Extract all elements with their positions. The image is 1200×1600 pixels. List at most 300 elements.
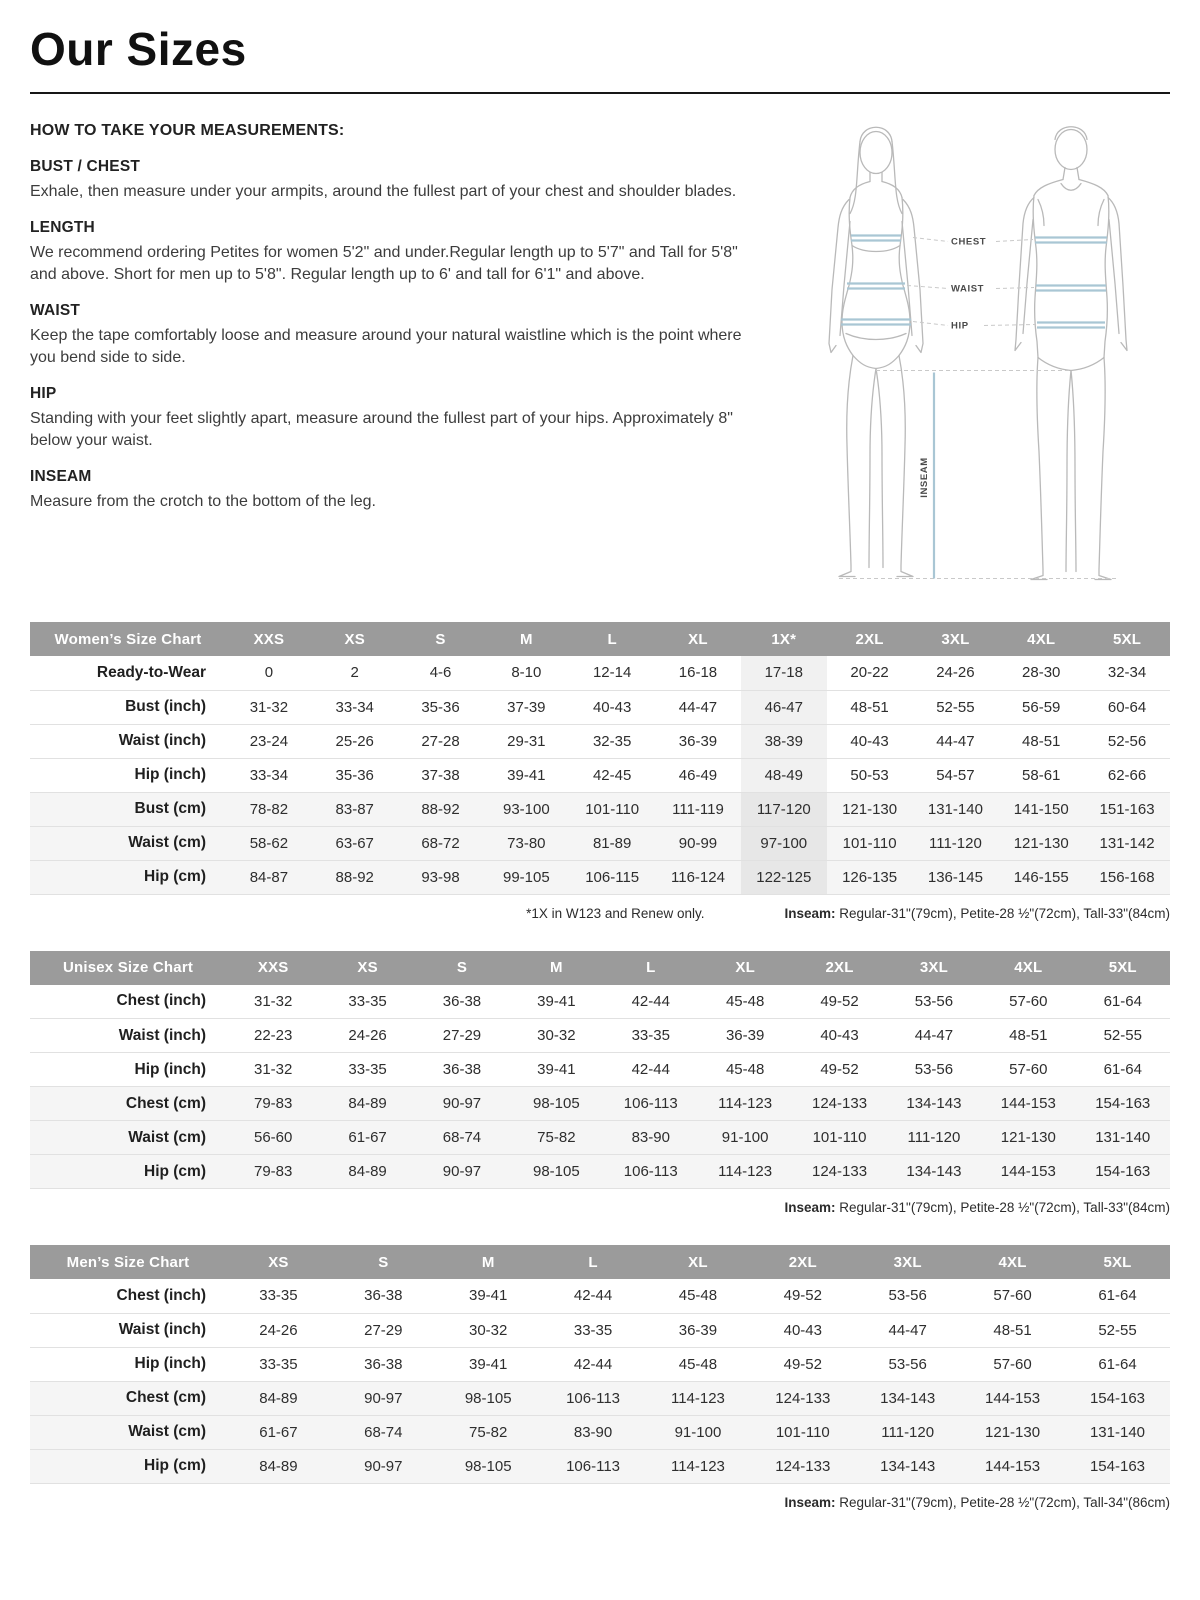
- size-cell: 68-74: [364, 1423, 403, 1441]
- size-column-header: XS: [226, 1245, 331, 1279]
- size-column-header: XS: [312, 622, 398, 656]
- woman-figure-illustration: [829, 127, 923, 576]
- size-cell: 122-125: [741, 860, 827, 894]
- size-cell: 42-44: [631, 1061, 670, 1078]
- size-cell: 33-34: [335, 698, 374, 716]
- size-cell: 106-113: [623, 1095, 678, 1112]
- size-cell: 53-56: [914, 992, 954, 1010]
- size-cell: 39-41: [469, 1355, 508, 1373]
- size-column-header: XL: [646, 1245, 751, 1279]
- size-cell: 45-48: [678, 1287, 718, 1305]
- mens-size-chart-title: Men’s Size Chart: [30, 1245, 226, 1279]
- size-cell: 2: [350, 664, 359, 682]
- size-cell: 98-105: [533, 1163, 580, 1180]
- size-cell: 52-55: [936, 698, 975, 716]
- row-label: Waist (inch): [118, 732, 206, 749]
- size-cell: 111-120: [881, 1423, 935, 1441]
- size-cell: 48-51: [993, 1321, 1032, 1339]
- row-label: Waist (inch): [118, 1321, 206, 1338]
- size-cell: 40-43: [820, 1027, 859, 1044]
- size-cell: 36-39: [678, 732, 718, 750]
- size-cell: 27-29: [442, 1027, 482, 1044]
- size-cell: 134-143: [880, 1389, 936, 1407]
- size-cell: 131-140: [1089, 1423, 1146, 1441]
- size-cell: 91-100: [674, 1423, 722, 1441]
- size-cell: 42-44: [573, 1287, 613, 1305]
- row-label: Waist (cm): [128, 1423, 206, 1440]
- table-row: [30, 1347, 1170, 1381]
- size-cell: 93-100: [502, 800, 550, 818]
- size-cell: 81-89: [592, 834, 632, 852]
- size-cell: 29-31: [507, 732, 546, 750]
- size-column-header: 4XL: [981, 951, 1075, 985]
- size-column-header: L: [569, 622, 655, 656]
- womens-size-chart-block: [30, 622, 1170, 921]
- size-cell: 151-163: [1099, 800, 1155, 818]
- size-cell: 49-52: [783, 1287, 822, 1305]
- size-column-header: S: [331, 1245, 436, 1279]
- row-label: Waist (inch): [118, 1026, 206, 1044]
- size-cell: 39-41: [469, 1287, 508, 1305]
- size-cell: 124-133: [812, 1095, 868, 1112]
- size-column-header: 2XL: [827, 622, 913, 656]
- womens-size-chart: [30, 622, 1170, 895]
- table-row: [30, 985, 1170, 1019]
- row-label: Hip (inch): [134, 766, 206, 783]
- size-cell: 154-163: [1095, 1095, 1151, 1112]
- size-cell: 136-145: [927, 868, 983, 886]
- measurement-diagram: [784, 118, 1174, 596]
- size-cell: 42-45: [592, 766, 632, 784]
- size-cell: 111-119: [672, 800, 724, 818]
- size-cell: 24-26: [259, 1321, 298, 1339]
- table-row: [30, 1087, 1170, 1121]
- size-cell: 33-35: [348, 992, 387, 1010]
- row-label: Chest (inch): [116, 1286, 206, 1304]
- table-row: [30, 1313, 1170, 1347]
- size-cell: 90-99: [678, 834, 718, 852]
- size-column-header: XXS: [226, 622, 312, 656]
- size-column-header: 4XL: [960, 1245, 1065, 1279]
- size-cell: 53-56: [914, 1061, 954, 1078]
- size-cell: 98-105: [464, 1389, 512, 1407]
- table-row: [30, 792, 1170, 826]
- hip-diagram-label: HIP: [951, 320, 969, 332]
- size-cell: 52-56: [1107, 732, 1147, 750]
- size-cell: 154-163: [1089, 1457, 1146, 1475]
- instruction-section-hip: [30, 385, 765, 451]
- size-cell: 52-55: [1098, 1321, 1137, 1339]
- size-cell: 45-48: [678, 1355, 718, 1373]
- measurement-instructions: [30, 122, 765, 592]
- size-cell: 56-59: [1022, 698, 1061, 716]
- size-cell: 49-52: [820, 1061, 859, 1078]
- size-cell: 4-6: [429, 664, 452, 682]
- unisex-size-chart: [30, 951, 1170, 1190]
- row-label: Hip (inch): [134, 1060, 206, 1078]
- size-column-header: L: [604, 951, 698, 985]
- size-column-header: 3XL: [887, 951, 981, 985]
- size-cell: 39-41: [507, 766, 546, 784]
- size-cell: 90-97: [442, 1163, 482, 1180]
- table-footnote: *1X in W123 and Renew only.: [526, 905, 705, 921]
- size-cell: 22-23: [254, 1027, 293, 1044]
- unisex-size-chart-footnotes: [30, 1200, 1170, 1215]
- size-cell: 57-60: [993, 1287, 1032, 1305]
- size-cell: 58-62: [249, 834, 289, 852]
- table-row: [30, 1155, 1170, 1189]
- size-cell: 114-123: [718, 1163, 773, 1180]
- inseam-note-label: Inseam:: [784, 1494, 836, 1510]
- size-cell: 36-38: [442, 992, 482, 1010]
- inseam-note: Inseam: Regular-31"(79cm), Petite-28 ½"(72cm), Tall-33"(84cm): [784, 905, 1170, 921]
- inseam-note-label: Inseam:: [784, 1200, 836, 1215]
- size-cell: 114-123: [670, 1389, 725, 1407]
- instruction-section-inseam: [30, 468, 765, 512]
- unisex-size-chart-title: Unisex Size Chart: [30, 951, 226, 985]
- womens-size-chart-title: Women’s Size Chart: [30, 622, 226, 656]
- size-column-header: 5XL: [1084, 622, 1170, 656]
- size-charts: [30, 622, 1170, 1510]
- size-cell: 106-115: [585, 868, 640, 886]
- size-cell: 99-105: [502, 868, 550, 886]
- size-cell: 52-55: [1103, 1027, 1142, 1044]
- size-cell: 124-133: [812, 1163, 868, 1180]
- size-cell: 101-110: [775, 1423, 830, 1441]
- size-cell: 98-105: [533, 1095, 580, 1112]
- size-cell: 84-89: [259, 1389, 298, 1407]
- section-title: WAIST: [30, 302, 81, 320]
- size-cell: 144-153: [985, 1389, 1041, 1407]
- inseam-note: Inseam: Regular-31"(79cm), Petite-28 ½"(72cm), Tall-34"(86cm): [784, 1494, 1170, 1510]
- size-cell: 48-51: [1009, 1027, 1048, 1044]
- section-body: Standing with your feet slightly apart, measure around the fullest part of your hips. Approximately 8" below your waist.: [30, 410, 733, 449]
- table-row: [30, 1381, 1170, 1415]
- size-column-header: 5XL: [1076, 951, 1170, 985]
- row-label: Hip (cm): [144, 868, 206, 885]
- size-column-header: 2XL: [750, 1245, 855, 1279]
- size-cell: 62-66: [1107, 766, 1147, 784]
- size-cell: 44-47: [888, 1321, 927, 1339]
- size-cell: 83-90: [631, 1129, 670, 1146]
- page-title: Our Sizes: [30, 23, 247, 75]
- size-cell: 44-47: [914, 1027, 954, 1044]
- size-cell: 37-38: [421, 766, 460, 784]
- size-cell: 36-38: [364, 1287, 403, 1305]
- inseam-diagram-label: INSEAM: [919, 457, 930, 498]
- size-cell: 121-130: [1000, 1129, 1056, 1146]
- size-cell: 46-49: [678, 766, 718, 784]
- row-label: Chest (cm): [125, 1389, 206, 1406]
- size-cell: 144-153: [985, 1457, 1041, 1475]
- size-cell: 27-29: [364, 1321, 403, 1339]
- instruction-section-bust: [30, 158, 765, 202]
- size-cell: 45-48: [725, 992, 765, 1010]
- section-title: LENGTH: [30, 219, 95, 237]
- size-column-header: 5XL: [1065, 1245, 1170, 1279]
- size-cell: 53-56: [888, 1287, 927, 1305]
- section-title: INSEAM: [30, 468, 92, 486]
- size-cell: 61-64: [1098, 1287, 1137, 1305]
- table-row: [30, 1053, 1170, 1087]
- size-cell: 33-35: [259, 1287, 298, 1305]
- size-cell: 106-113: [566, 1389, 621, 1407]
- table-row: [30, 724, 1170, 758]
- size-cell: 84-89: [348, 1163, 387, 1180]
- size-cell: 42-44: [573, 1355, 613, 1373]
- row-label: Chest (inch): [116, 992, 206, 1010]
- row-label: Bust (cm): [134, 800, 206, 817]
- size-cell: 40-43: [592, 698, 632, 716]
- size-cell: 33-35: [348, 1061, 387, 1078]
- size-cell: 134-143: [880, 1457, 936, 1475]
- size-cell: 36-39: [678, 1321, 718, 1339]
- size-cell: 154-163: [1095, 1163, 1151, 1180]
- size-cell: 101-110: [812, 1129, 867, 1146]
- table-row: [30, 656, 1170, 690]
- size-cell: 30-32: [537, 1027, 576, 1044]
- size-cell: 23-24: [249, 732, 289, 750]
- size-cell: 68-74: [442, 1129, 482, 1146]
- mens-size-chart-block: [30, 1245, 1170, 1510]
- size-cell: 144-153: [1000, 1163, 1056, 1180]
- size-cell: 101-110: [842, 834, 897, 852]
- size-cell: 36-38: [442, 1061, 482, 1078]
- size-cell: 24-26: [936, 664, 975, 682]
- size-column-header: XL: [698, 951, 792, 985]
- size-cell: 101-110: [585, 800, 640, 818]
- size-column-header: XXS: [226, 951, 320, 985]
- size-cell: 49-52: [783, 1355, 822, 1373]
- size-cell: 44-47: [936, 732, 975, 750]
- size-cell: 79-83: [254, 1163, 293, 1180]
- section-body: Measure from the crotch to the bottom of the leg.: [30, 493, 376, 511]
- mens-size-chart-footnotes: [30, 1495, 1170, 1510]
- size-cell: 17-18: [741, 656, 827, 690]
- size-cell: 124-133: [775, 1389, 831, 1407]
- table-row: [30, 1279, 1170, 1313]
- size-cell: 131-140: [927, 800, 983, 818]
- size-cell: 121-130: [842, 800, 898, 818]
- size-cell: 33-35: [573, 1321, 613, 1339]
- size-cell: 20-22: [850, 664, 889, 682]
- inseam-note-label: Inseam:: [784, 905, 836, 921]
- size-cell: 0: [264, 664, 274, 682]
- size-cell: 39-41: [537, 992, 576, 1010]
- size-cell: 97-100: [741, 826, 827, 860]
- size-cell: 24-26: [348, 1027, 387, 1044]
- size-column-header: S: [415, 951, 509, 985]
- size-cell: 31-32: [254, 992, 293, 1010]
- size-cell: 61-67: [259, 1423, 298, 1441]
- size-cell: 31-32: [254, 1061, 293, 1078]
- size-cell: 68-72: [421, 834, 460, 852]
- row-label: Bust (inch): [125, 698, 206, 715]
- size-cell: 144-153: [1000, 1095, 1056, 1112]
- size-cell: 12-14: [592, 664, 632, 682]
- size-cell: 154-163: [1089, 1389, 1146, 1407]
- size-cell: 61-64: [1098, 1355, 1137, 1373]
- size-cell: 46-47: [741, 690, 827, 724]
- size-cell: 35-36: [335, 766, 374, 784]
- size-column-header: M: [509, 951, 603, 985]
- size-cell: 53-56: [888, 1355, 927, 1373]
- size-cell: 83-90: [573, 1423, 613, 1441]
- size-cell: 111-120: [928, 834, 982, 852]
- womens-size-chart-footnotes: [30, 906, 1170, 921]
- size-column-header: 1X*: [741, 622, 827, 656]
- size-cell: 48-51: [1022, 732, 1061, 750]
- size-cell: 84-89: [348, 1095, 387, 1112]
- instructions-heading: HOW TO TAKE YOUR MEASUREMENTS:: [30, 122, 345, 139]
- size-cell: 117-120: [741, 792, 827, 826]
- size-cell: 146-155: [1013, 868, 1069, 886]
- size-cell: 61-64: [1103, 1061, 1142, 1078]
- size-cell: 61-64: [1103, 992, 1142, 1010]
- title-divider: [30, 92, 1170, 94]
- size-column-header: M: [436, 1245, 541, 1279]
- table-row: [30, 860, 1170, 894]
- size-cell: 36-38: [364, 1355, 403, 1373]
- size-cell: 79-83: [254, 1095, 293, 1112]
- size-cell: 57-60: [1009, 992, 1048, 1010]
- size-cell: 57-60: [993, 1355, 1032, 1373]
- table-row: [30, 1449, 1170, 1483]
- row-label: Hip (cm): [144, 1457, 206, 1474]
- size-cell: 93-98: [421, 868, 460, 886]
- section-body: We recommend ordering Petites for women 5'2" and under.Regular length up to 5'7" and Tall for 5'8" and above. Short for men up to 5'8". Regular length up to 6' and tall for 6'1" and above.: [30, 244, 738, 283]
- row-label: Hip (inch): [134, 1355, 206, 1372]
- size-cell: 75-82: [537, 1129, 576, 1146]
- size-column-header: M: [483, 622, 569, 656]
- size-cell: 33-35: [631, 1027, 670, 1044]
- size-cell: 30-32: [469, 1321, 508, 1339]
- size-cell: 8-10: [511, 664, 542, 682]
- row-label: Hip (cm): [144, 1162, 206, 1180]
- size-column-header: S: [398, 622, 484, 656]
- size-cell: 84-87: [249, 868, 289, 886]
- size-cell: 111-120: [907, 1129, 961, 1146]
- size-cell: 121-130: [1013, 834, 1069, 852]
- size-cell: 33-35: [259, 1355, 298, 1373]
- size-cell: 49-52: [820, 992, 859, 1010]
- size-cell: 121-130: [985, 1423, 1041, 1441]
- size-cell: 28-30: [1022, 664, 1061, 682]
- size-cell: 40-43: [850, 732, 889, 750]
- size-column-header: L: [541, 1245, 646, 1279]
- instruction-section-waist: [30, 302, 765, 368]
- table-row: [30, 758, 1170, 792]
- size-cell: 58-61: [1022, 766, 1061, 784]
- size-column-header: 3XL: [913, 622, 999, 656]
- size-cell: 141-150: [1013, 800, 1069, 818]
- size-cell: 98-105: [464, 1457, 512, 1475]
- size-cell: 106-113: [566, 1457, 621, 1475]
- size-cell: 27-28: [421, 732, 460, 750]
- size-cell: 116-124: [671, 868, 725, 886]
- size-column-header: 3XL: [855, 1245, 960, 1279]
- row-label: Waist (cm): [128, 1128, 206, 1146]
- table-row: [30, 1121, 1170, 1155]
- size-cell: 114-123: [718, 1095, 773, 1112]
- size-column-header: XS: [320, 951, 414, 985]
- size-cell: 48-51: [850, 698, 889, 716]
- size-cell: 44-47: [678, 698, 718, 716]
- row-label: Ready-to-Wear: [96, 663, 206, 681]
- size-cell: 50-53: [850, 766, 889, 784]
- size-cell: 90-97: [364, 1457, 403, 1475]
- size-cell: 126-135: [842, 868, 898, 886]
- size-cell: 131-140: [1095, 1129, 1151, 1146]
- size-cell: 57-60: [1009, 1061, 1048, 1078]
- unisex-size-chart-block: [30, 951, 1170, 1216]
- size-cell: 61-67: [348, 1129, 387, 1146]
- size-column-header: 2XL: [792, 951, 886, 985]
- table-row: [30, 826, 1170, 860]
- section-title: BUST / CHEST: [30, 158, 141, 175]
- size-cell: 16-18: [678, 664, 718, 682]
- size-cell: 40-43: [783, 1321, 822, 1339]
- size-cell: 31-32: [249, 698, 289, 716]
- size-cell: 36-39: [725, 1027, 765, 1044]
- size-cell: 60-64: [1107, 698, 1147, 716]
- size-cell: 90-97: [364, 1389, 403, 1407]
- size-column-header: 4XL: [998, 622, 1084, 656]
- size-cell: 63-67: [335, 834, 374, 852]
- size-cell: 56-60: [254, 1129, 293, 1146]
- waist-diagram-label: WAIST: [951, 283, 985, 295]
- size-cell: 35-36: [421, 698, 460, 716]
- section-title: HIP: [30, 385, 57, 403]
- section-body: Keep the tape comfortably loose and measure around your natural waistline which is the point where you bend side to side.: [30, 327, 742, 366]
- size-cell: 90-97: [442, 1095, 482, 1112]
- row-label: Chest (cm): [125, 1094, 206, 1112]
- size-cell: 45-48: [725, 1061, 765, 1078]
- size-cell: 73-80: [507, 834, 546, 852]
- size-cell: 156-168: [1099, 868, 1155, 886]
- size-cell: 75-82: [469, 1423, 508, 1441]
- size-cell: 83-87: [335, 800, 374, 818]
- size-cell: 78-82: [249, 800, 289, 818]
- mens-size-chart: [30, 1245, 1170, 1484]
- section-body: Exhale, then measure under your armpits, around the fullest part of your chest and shoulder blades.: [30, 183, 737, 200]
- inseam-note: Inseam: Regular-31"(79cm), Petite-28 ½"(72cm), Tall-33"(84cm): [784, 1200, 1170, 1215]
- table-row: [30, 690, 1170, 724]
- size-cell: 88-92: [335, 868, 374, 886]
- size-cell: 32-34: [1107, 664, 1147, 682]
- size-cell: 33-34: [249, 766, 289, 784]
- size-column-header: XL: [655, 622, 741, 656]
- size-cell: 84-89: [259, 1457, 298, 1475]
- size-cell: 114-123: [670, 1457, 725, 1475]
- man-figure-illustration: [1015, 127, 1127, 580]
- row-label: Waist (cm): [128, 834, 206, 851]
- size-cell: 25-26: [335, 732, 374, 750]
- size-cell: 32-35: [592, 732, 632, 750]
- size-cell: 131-142: [1099, 834, 1155, 852]
- chest-diagram-label: CHEST: [951, 236, 987, 248]
- size-cell: 134-143: [906, 1163, 962, 1180]
- table-row: [30, 1415, 1170, 1449]
- size-cell: 106-113: [623, 1163, 678, 1180]
- instruction-section-length: [30, 219, 765, 285]
- size-cell: 39-41: [537, 1061, 576, 1078]
- size-cell: 54-57: [936, 766, 975, 784]
- size-cell: 42-44: [631, 992, 670, 1010]
- size-cell: 88-92: [421, 800, 460, 818]
- table-row: [30, 1019, 1170, 1053]
- size-cell: 134-143: [906, 1095, 962, 1112]
